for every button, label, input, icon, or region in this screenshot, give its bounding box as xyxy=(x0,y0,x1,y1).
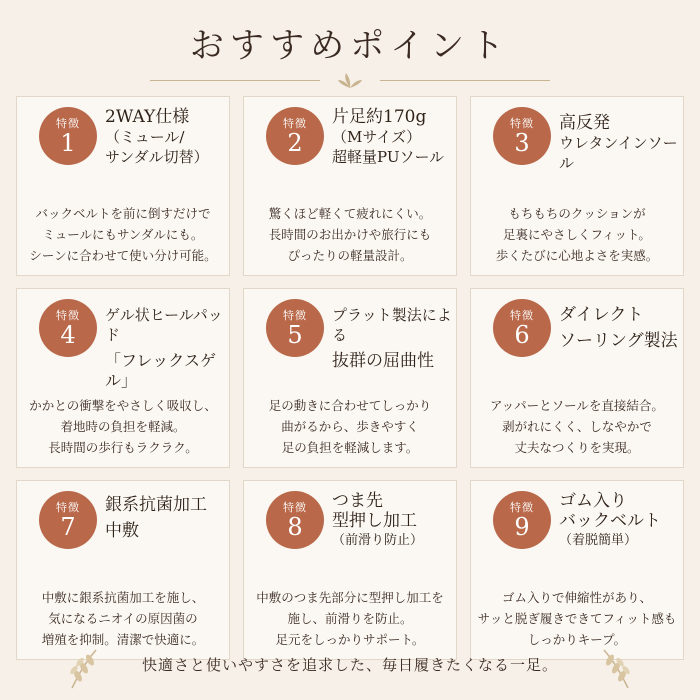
feature-badge xyxy=(266,299,324,357)
feature-title-line: ゴム入り xyxy=(559,491,627,511)
badge-label: 特徴 xyxy=(56,117,80,130)
feature-card-3 xyxy=(470,96,684,276)
feature-title xyxy=(559,113,679,173)
feature-badge xyxy=(266,107,324,165)
description-line: アッパーとソールを直接結合。 xyxy=(490,398,664,413)
feature-description xyxy=(17,203,229,266)
feature-title xyxy=(332,491,452,551)
badge-number: 8 xyxy=(287,513,303,541)
divider-line-left xyxy=(150,80,320,81)
description-line: 驚くほど軽くて疲れにくい。 xyxy=(268,206,432,221)
feature-title xyxy=(332,107,452,167)
description-line: シーンに合わせて使い分け可能。 xyxy=(29,248,217,263)
description-line: 長時間のお出かけや旅行にも xyxy=(268,227,432,242)
description-line: 長時間の歩行もラクラク。 xyxy=(48,440,198,455)
feature-card-6 xyxy=(470,288,684,468)
badge-label: 特徴 xyxy=(510,501,534,514)
page-title: おすすめポイント xyxy=(189,26,511,66)
feature-title xyxy=(332,305,452,371)
description-line: ぴったりの軽量設計。 xyxy=(287,248,413,263)
description-line: 丈夫なつくりを実現。 xyxy=(514,440,640,455)
feature-title xyxy=(105,495,225,541)
feature-title-line: （着脱簡単） xyxy=(559,533,638,548)
feature-title-line: （前滑り防止） xyxy=(332,533,424,548)
feature-title-line: ダイレクト xyxy=(559,305,644,325)
feature-grid xyxy=(16,96,684,660)
feature-card-1 xyxy=(16,96,230,276)
badge-number: 6 xyxy=(514,321,530,349)
feature-title-line: つま先 xyxy=(332,491,383,511)
description-line: サッと脱ぎ履きできてフィット感も xyxy=(477,611,677,626)
title-divider xyxy=(150,74,550,88)
description-line: しっかりキープ。 xyxy=(527,632,627,647)
feature-badge xyxy=(39,299,97,357)
badge-number: 7 xyxy=(60,513,76,541)
description-line: ミュールにもサンダルにも。 xyxy=(42,227,204,242)
feature-title-line: 超軽量PUソール xyxy=(332,148,445,166)
footer-tagline: 快適さと使いやすさを追求した、毎日履きたくなる一足。 xyxy=(141,656,558,674)
badge-label: 特徴 xyxy=(283,309,307,322)
description-line: 中敷のつま先部分に型押し加工を xyxy=(256,590,444,605)
description-line: ゴム入りで伸縮性があり、 xyxy=(501,590,652,605)
leaf-ornament-icon xyxy=(336,72,364,90)
description-line: 剥がれにくく、しなやかで xyxy=(502,419,652,434)
feature-title-line: 「フレックスゲル」 xyxy=(105,351,217,390)
feature-badge xyxy=(493,107,551,165)
description-line: 施し、前滑りを防止。 xyxy=(287,611,413,626)
description-line: 足元をしっかりサポート。 xyxy=(275,632,425,647)
feature-title-line: （ミュール/ xyxy=(105,128,185,146)
feature-description xyxy=(17,395,229,458)
description-line: 増殖を抑制。清潔で快適に。 xyxy=(41,632,205,647)
badge-label: 特徴 xyxy=(283,117,307,130)
badge-label: 特徴 xyxy=(283,501,307,514)
badge-label: 特徴 xyxy=(56,501,80,514)
feature-description xyxy=(244,587,456,650)
feature-title-line: 片足約170g xyxy=(332,107,427,127)
feature-title-line: 銀系抗菌加工 xyxy=(105,495,207,515)
feature-title-line: バックベルト xyxy=(559,511,661,531)
feature-card-4 xyxy=(16,288,230,468)
feature-description xyxy=(17,587,229,650)
feature-title-line: ゲル状ヒールパッド xyxy=(105,306,223,344)
feature-badge xyxy=(39,491,97,549)
feature-card-9 xyxy=(470,480,684,660)
description-line: 曲がるから、歩きやすく xyxy=(281,419,419,434)
description-line: 着地時の負担を軽減。 xyxy=(60,419,186,434)
feature-description xyxy=(471,203,683,266)
feature-title-line: ウレタンインソール xyxy=(559,134,678,172)
feature-title-line: 型押し加工 xyxy=(332,511,417,531)
description-line: 足の負担を軽減します。 xyxy=(281,440,419,455)
feature-badge xyxy=(39,107,97,165)
feature-title-line: 抜群の屈曲性 xyxy=(332,351,434,371)
badge-label: 特徴 xyxy=(510,117,534,130)
badge-number: 4 xyxy=(60,321,76,349)
feature-description xyxy=(471,587,683,650)
feature-title xyxy=(559,491,679,551)
description-line: もちもちのクッションが xyxy=(508,206,646,221)
feature-title xyxy=(105,305,225,391)
badge-number: 2 xyxy=(287,129,303,157)
description-line: かかとの衝撃をやさしく吸収し、 xyxy=(29,398,217,413)
description-line: 足の動きに合わせてしっかり xyxy=(268,398,432,413)
feature-title-line: サンダル切替） xyxy=(105,148,209,166)
feature-title xyxy=(559,305,679,351)
badge-number: 5 xyxy=(287,321,303,349)
badge-label: 特徴 xyxy=(56,309,80,322)
feature-title-line: 高反発 xyxy=(559,113,610,133)
feature-title xyxy=(105,107,225,167)
feature-title-line: ソーリング製法 xyxy=(559,331,678,351)
feature-description xyxy=(244,203,456,266)
feature-card-5 xyxy=(243,288,457,468)
description-line: 気になるニオイの原因菌の xyxy=(48,611,198,626)
feature-title-line: 2WAY仕様 xyxy=(105,107,190,127)
feature-badge xyxy=(493,491,551,549)
feature-card-7 xyxy=(16,480,230,660)
feature-title-line: プラット製法による xyxy=(332,306,452,344)
feature-description xyxy=(471,395,683,458)
feature-title-line: 中敷 xyxy=(105,521,139,541)
description-line: 中敷に銀系抗菌加工を施し、 xyxy=(41,590,205,605)
wheat-icon xyxy=(598,646,634,690)
feature-badge xyxy=(266,491,324,549)
feature-card-8 xyxy=(243,480,457,660)
divider-line-right xyxy=(380,80,550,81)
badge-number: 9 xyxy=(514,513,530,541)
badge-number: 1 xyxy=(60,129,76,157)
badge-number: 3 xyxy=(514,129,530,157)
description-line: 足裏にやさしくフィット。 xyxy=(503,227,651,242)
description-line: 歩くたびに心地よさを実感。 xyxy=(495,248,659,263)
feature-badge xyxy=(493,299,551,357)
feature-card-2 xyxy=(243,96,457,276)
badge-label: 特徴 xyxy=(510,309,534,322)
feature-title-line: （Mサイズ） xyxy=(332,128,422,146)
description-line: バックベルトを前に倒すだけで xyxy=(35,206,211,221)
feature-description xyxy=(244,395,456,458)
